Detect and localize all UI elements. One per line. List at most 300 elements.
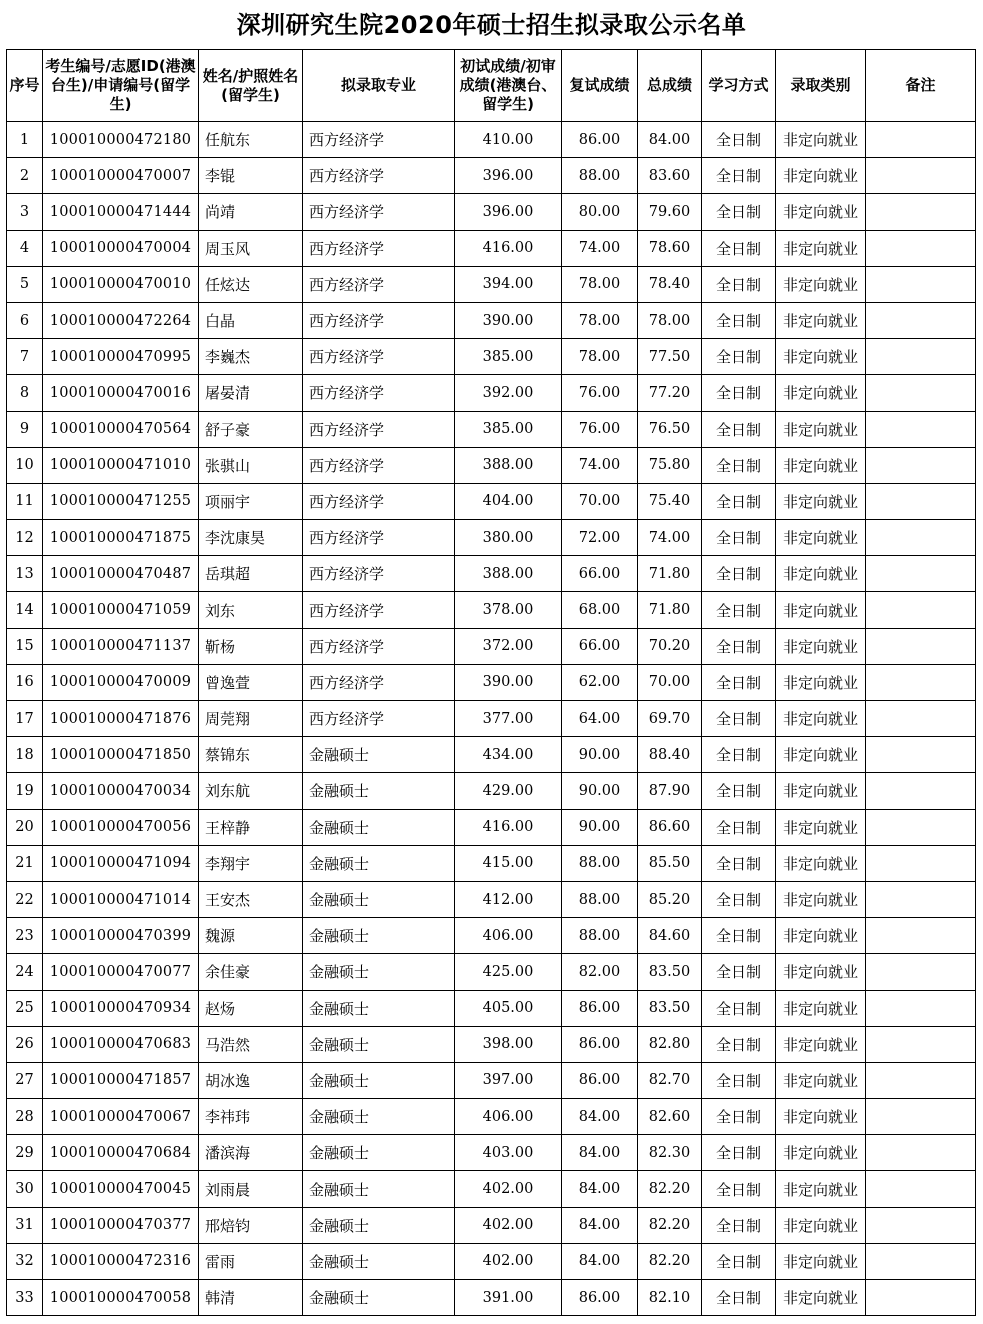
cell-note xyxy=(866,447,976,483)
cell-major: 西方经济学 xyxy=(303,664,455,700)
cell-first-score: 404.00 xyxy=(455,483,562,519)
cell-first-score: 377.00 xyxy=(455,701,562,737)
cell-major: 金融硕士 xyxy=(303,845,455,881)
cell-study-mode: 全日制 xyxy=(702,1099,776,1135)
cell-major: 西方经济学 xyxy=(303,339,455,375)
cell-candidate-id: 100010000470010 xyxy=(43,266,199,302)
cell-retest-score: 88.00 xyxy=(562,881,638,917)
cell-candidate-id: 100010000471059 xyxy=(43,592,199,628)
cell-note xyxy=(866,1207,976,1243)
cell-seq: 24 xyxy=(7,954,43,990)
cell-candidate-id: 100010000470045 xyxy=(43,1171,199,1207)
cell-seq: 12 xyxy=(7,520,43,556)
cell-candidate-id: 100010000471850 xyxy=(43,737,199,773)
cell-major: 西方经济学 xyxy=(303,302,455,338)
cell-candidate-id: 100010000470564 xyxy=(43,411,199,447)
cell-admission-type: 非定向就业 xyxy=(776,339,866,375)
cell-candidate-id: 100010000470683 xyxy=(43,1026,199,1062)
page-title: 深圳研究生院2020年硕士招生拟录取公示名单 xyxy=(236,11,747,39)
cell-name: 李祎玮 xyxy=(199,1099,303,1135)
cell-retest-score: 88.00 xyxy=(562,845,638,881)
cell-first-score: 380.00 xyxy=(455,520,562,556)
cell-retest-score: 86.00 xyxy=(562,1026,638,1062)
cell-admission-type: 非定向就业 xyxy=(776,1171,866,1207)
cell-first-score: 402.00 xyxy=(455,1243,562,1279)
cell-seq: 25 xyxy=(7,990,43,1026)
cell-admission-type: 非定向就业 xyxy=(776,447,866,483)
cell-major: 金融硕士 xyxy=(303,737,455,773)
cell-total-score: 75.80 xyxy=(638,447,702,483)
cell-name: 蔡锦东 xyxy=(199,737,303,773)
cell-admission-type: 非定向就业 xyxy=(776,737,866,773)
table-body xyxy=(7,122,976,1316)
cell-study-mode: 全日制 xyxy=(702,230,776,266)
cell-study-mode: 全日制 xyxy=(702,1062,776,1098)
cell-total-score: 85.20 xyxy=(638,881,702,917)
cell-first-score: 416.00 xyxy=(455,230,562,266)
cell-candidate-id: 100010000471444 xyxy=(43,194,199,230)
cell-seq: 29 xyxy=(7,1135,43,1171)
cell-study-mode: 全日制 xyxy=(702,1135,776,1171)
cell-note xyxy=(866,809,976,845)
cell-seq: 31 xyxy=(7,1207,43,1243)
cell-admission-type: 非定向就业 xyxy=(776,122,866,158)
cell-total-score: 78.60 xyxy=(638,230,702,266)
cell-major: 金融硕士 xyxy=(303,1171,455,1207)
cell-study-mode: 全日制 xyxy=(702,1171,776,1207)
cell-retest-score: 70.00 xyxy=(562,483,638,519)
cell-first-score: 396.00 xyxy=(455,194,562,230)
cell-major: 金融硕士 xyxy=(303,1207,455,1243)
cell-seq: 33 xyxy=(7,1280,43,1316)
cell-first-score: 388.00 xyxy=(455,556,562,592)
cell-candidate-id: 100010000470067 xyxy=(43,1099,199,1135)
cell-candidate-id: 100010000471857 xyxy=(43,1062,199,1098)
cell-admission-type: 非定向就业 xyxy=(776,1026,866,1062)
cell-seq: 17 xyxy=(7,701,43,737)
cell-note xyxy=(866,556,976,592)
cell-seq: 16 xyxy=(7,664,43,700)
cell-first-score: 378.00 xyxy=(455,592,562,628)
cell-first-score: 412.00 xyxy=(455,881,562,917)
cell-first-score: 429.00 xyxy=(455,773,562,809)
cell-candidate-id: 100010000471094 xyxy=(43,845,199,881)
cell-note xyxy=(866,737,976,773)
cell-major: 金融硕士 xyxy=(303,1280,455,1316)
cell-study-mode: 全日制 xyxy=(702,1280,776,1316)
cell-note xyxy=(866,339,976,375)
cell-candidate-id: 100010000470007 xyxy=(43,158,199,194)
cell-study-mode: 全日制 xyxy=(702,556,776,592)
cell-study-mode: 全日制 xyxy=(702,520,776,556)
cell-study-mode: 全日制 xyxy=(702,1026,776,1062)
cell-first-score: 392.00 xyxy=(455,375,562,411)
header-seq: 序号 xyxy=(7,50,43,122)
cell-name: 余佳豪 xyxy=(199,954,303,990)
cell-retest-score: 90.00 xyxy=(562,809,638,845)
table-row xyxy=(7,339,976,375)
cell-note xyxy=(866,266,976,302)
cell-admission-type: 非定向就业 xyxy=(776,773,866,809)
cell-seq: 21 xyxy=(7,845,43,881)
table-row xyxy=(7,1099,976,1135)
cell-note xyxy=(866,1099,976,1135)
cell-seq: 5 xyxy=(7,266,43,302)
cell-seq: 30 xyxy=(7,1171,43,1207)
cell-total-score: 83.50 xyxy=(638,990,702,1026)
cell-major: 西方经济学 xyxy=(303,194,455,230)
cell-study-mode: 全日制 xyxy=(702,158,776,194)
cell-retest-score: 82.00 xyxy=(562,954,638,990)
cell-admission-type: 非定向就业 xyxy=(776,881,866,917)
cell-study-mode: 全日制 xyxy=(702,773,776,809)
cell-name: 王安杰 xyxy=(199,881,303,917)
cell-seq: 9 xyxy=(7,411,43,447)
cell-study-mode: 全日制 xyxy=(702,918,776,954)
cell-first-score: 406.00 xyxy=(455,1099,562,1135)
cell-candidate-id: 100010000471875 xyxy=(43,520,199,556)
cell-admission-type: 非定向就业 xyxy=(776,520,866,556)
table-row xyxy=(7,447,976,483)
table-row xyxy=(7,302,976,338)
cell-first-score: 390.00 xyxy=(455,664,562,700)
cell-name: 曾逸萱 xyxy=(199,664,303,700)
cell-retest-score: 62.00 xyxy=(562,664,638,700)
cell-total-score: 84.00 xyxy=(638,122,702,158)
cell-candidate-id: 100010000470056 xyxy=(43,809,199,845)
cell-total-score: 75.40 xyxy=(638,483,702,519)
cell-note xyxy=(866,845,976,881)
table-row xyxy=(7,375,976,411)
cell-study-mode: 全日制 xyxy=(702,881,776,917)
cell-candidate-id: 100010000470009 xyxy=(43,664,199,700)
cell-first-score: 372.00 xyxy=(455,628,562,664)
table-row xyxy=(7,664,976,700)
table-row xyxy=(7,411,976,447)
cell-major: 金融硕士 xyxy=(303,1062,455,1098)
cell-candidate-id: 100010000471255 xyxy=(43,483,199,519)
cell-major: 西方经济学 xyxy=(303,592,455,628)
cell-study-mode: 全日制 xyxy=(702,375,776,411)
cell-first-score: 405.00 xyxy=(455,990,562,1026)
cell-total-score: 84.60 xyxy=(638,918,702,954)
cell-retest-score: 66.00 xyxy=(562,628,638,664)
cell-study-mode: 全日制 xyxy=(702,701,776,737)
table-row xyxy=(7,701,976,737)
cell-name: 李巍杰 xyxy=(199,339,303,375)
cell-retest-score: 78.00 xyxy=(562,339,638,375)
cell-retest-score: 84.00 xyxy=(562,1099,638,1135)
cell-seq: 22 xyxy=(7,881,43,917)
cell-retest-score: 84.00 xyxy=(562,1243,638,1279)
header-total-score: 总成绩 xyxy=(638,50,702,122)
cell-name: 韩清 xyxy=(199,1280,303,1316)
cell-name: 王梓静 xyxy=(199,809,303,845)
cell-admission-type: 非定向就业 xyxy=(776,1243,866,1279)
cell-first-score: 394.00 xyxy=(455,266,562,302)
table-row xyxy=(7,1026,976,1062)
cell-total-score: 71.80 xyxy=(638,592,702,628)
cell-retest-score: 88.00 xyxy=(562,158,638,194)
table-row xyxy=(7,592,976,628)
cell-first-score: 425.00 xyxy=(455,954,562,990)
table-row xyxy=(7,628,976,664)
table-row xyxy=(7,954,976,990)
cell-first-score: 391.00 xyxy=(455,1280,562,1316)
cell-name: 项丽宇 xyxy=(199,483,303,519)
cell-note xyxy=(866,194,976,230)
cell-first-score: 396.00 xyxy=(455,158,562,194)
cell-retest-score: 80.00 xyxy=(562,194,638,230)
cell-major: 西方经济学 xyxy=(303,628,455,664)
cell-candidate-id: 100010000470016 xyxy=(43,375,199,411)
cell-note xyxy=(866,1171,976,1207)
cell-major: 西方经济学 xyxy=(303,230,455,266)
cell-first-score: 406.00 xyxy=(455,918,562,954)
cell-total-score: 88.40 xyxy=(638,737,702,773)
cell-admission-type: 非定向就业 xyxy=(776,375,866,411)
cell-candidate-id: 100010000470399 xyxy=(43,918,199,954)
cell-study-mode: 全日制 xyxy=(702,266,776,302)
cell-total-score: 85.50 xyxy=(638,845,702,881)
cell-retest-score: 76.00 xyxy=(562,375,638,411)
table-row xyxy=(7,158,976,194)
cell-study-mode: 全日制 xyxy=(702,1243,776,1279)
cell-note xyxy=(866,628,976,664)
table-row xyxy=(7,1135,976,1171)
cell-candidate-id: 100010000470934 xyxy=(43,990,199,1026)
cell-candidate-id: 100010000471014 xyxy=(43,881,199,917)
cell-admission-type: 非定向就业 xyxy=(776,1135,866,1171)
header-major: 拟录取专业 xyxy=(303,50,455,122)
header-candidate-id: 考生编号/志愿ID(港澳台生)/申请编号(留学生) xyxy=(43,50,199,122)
cell-note xyxy=(866,158,976,194)
cell-first-score: 402.00 xyxy=(455,1207,562,1243)
cell-seq: 19 xyxy=(7,773,43,809)
table-row xyxy=(7,556,976,592)
cell-note xyxy=(866,918,976,954)
cell-major: 西方经济学 xyxy=(303,411,455,447)
cell-seq: 4 xyxy=(7,230,43,266)
cell-retest-score: 74.00 xyxy=(562,230,638,266)
cell-note xyxy=(866,122,976,158)
cell-note xyxy=(866,990,976,1026)
cell-retest-score: 72.00 xyxy=(562,520,638,556)
cell-seq: 6 xyxy=(7,302,43,338)
cell-total-score: 86.60 xyxy=(638,809,702,845)
cell-candidate-id: 100010000470995 xyxy=(43,339,199,375)
table-row xyxy=(7,809,976,845)
cell-note xyxy=(866,483,976,519)
header-row xyxy=(7,50,976,122)
cell-total-score: 70.20 xyxy=(638,628,702,664)
cell-admission-type: 非定向就业 xyxy=(776,809,866,845)
table-row xyxy=(7,1207,976,1243)
cell-seq: 15 xyxy=(7,628,43,664)
cell-name: 潘滨海 xyxy=(199,1135,303,1171)
table-row xyxy=(7,122,976,158)
cell-retest-score: 78.00 xyxy=(562,266,638,302)
cell-candidate-id: 100010000471876 xyxy=(43,701,199,737)
cell-admission-type: 非定向就业 xyxy=(776,411,866,447)
cell-candidate-id: 100010000472180 xyxy=(43,122,199,158)
cell-retest-score: 64.00 xyxy=(562,701,638,737)
cell-total-score: 82.20 xyxy=(638,1207,702,1243)
cell-name: 舒子豪 xyxy=(199,411,303,447)
cell-first-score: 385.00 xyxy=(455,339,562,375)
cell-major: 西方经济学 xyxy=(303,122,455,158)
cell-study-mode: 全日制 xyxy=(702,628,776,664)
cell-seq: 7 xyxy=(7,339,43,375)
cell-note xyxy=(866,1243,976,1279)
cell-name: 刘东航 xyxy=(199,773,303,809)
table-row xyxy=(7,1171,976,1207)
cell-major: 西方经济学 xyxy=(303,556,455,592)
cell-major: 金融硕士 xyxy=(303,809,455,845)
cell-major: 西方经济学 xyxy=(303,483,455,519)
cell-seq: 23 xyxy=(7,918,43,954)
header-retest-score: 复试成绩 xyxy=(562,50,638,122)
cell-total-score: 69.70 xyxy=(638,701,702,737)
cell-seq: 28 xyxy=(7,1099,43,1135)
cell-admission-type: 非定向就业 xyxy=(776,158,866,194)
cell-major: 西方经济学 xyxy=(303,701,455,737)
cell-seq: 11 xyxy=(7,483,43,519)
cell-total-score: 82.20 xyxy=(638,1243,702,1279)
cell-note xyxy=(866,664,976,700)
cell-study-mode: 全日制 xyxy=(702,737,776,773)
cell-study-mode: 全日制 xyxy=(702,483,776,519)
table-row xyxy=(7,1062,976,1098)
table-row xyxy=(7,845,976,881)
cell-name: 屠晏清 xyxy=(199,375,303,411)
cell-first-score: 415.00 xyxy=(455,845,562,881)
cell-admission-type: 非定向就业 xyxy=(776,664,866,700)
cell-total-score: 82.70 xyxy=(638,1062,702,1098)
cell-note xyxy=(866,701,976,737)
cell-candidate-id: 100010000471010 xyxy=(43,447,199,483)
cell-admission-type: 非定向就业 xyxy=(776,954,866,990)
cell-total-score: 77.20 xyxy=(638,375,702,411)
cell-note xyxy=(866,230,976,266)
cell-name: 刘东 xyxy=(199,592,303,628)
cell-study-mode: 全日制 xyxy=(702,845,776,881)
cell-total-score: 83.60 xyxy=(638,158,702,194)
cell-seq: 8 xyxy=(7,375,43,411)
cell-retest-score: 76.00 xyxy=(562,411,638,447)
cell-note xyxy=(866,773,976,809)
cell-note xyxy=(866,1026,976,1062)
cell-admission-type: 非定向就业 xyxy=(776,628,866,664)
cell-note xyxy=(866,881,976,917)
cell-candidate-id: 100010000470684 xyxy=(43,1135,199,1171)
cell-admission-type: 非定向就业 xyxy=(776,701,866,737)
cell-name: 岳琪超 xyxy=(199,556,303,592)
cell-name: 邢焙钧 xyxy=(199,1207,303,1243)
cell-candidate-id: 100010000470377 xyxy=(43,1207,199,1243)
cell-first-score: 390.00 xyxy=(455,302,562,338)
cell-retest-score: 78.00 xyxy=(562,302,638,338)
cell-retest-score: 90.00 xyxy=(562,737,638,773)
cell-candidate-id: 100010000470004 xyxy=(43,230,199,266)
cell-retest-score: 68.00 xyxy=(562,592,638,628)
cell-total-score: 87.90 xyxy=(638,773,702,809)
table-row xyxy=(7,194,976,230)
table-row xyxy=(7,990,976,1026)
cell-candidate-id: 100010000470058 xyxy=(43,1280,199,1316)
cell-admission-type: 非定向就业 xyxy=(776,592,866,628)
cell-study-mode: 全日制 xyxy=(702,664,776,700)
cell-note xyxy=(866,302,976,338)
cell-name: 周莞翔 xyxy=(199,701,303,737)
cell-major: 金融硕士 xyxy=(303,1135,455,1171)
cell-name: 马浩然 xyxy=(199,1026,303,1062)
cell-total-score: 74.00 xyxy=(638,520,702,556)
cell-major: 金融硕士 xyxy=(303,1099,455,1135)
cell-major: 金融硕士 xyxy=(303,990,455,1026)
cell-note xyxy=(866,1135,976,1171)
cell-seq: 14 xyxy=(7,592,43,628)
cell-seq: 27 xyxy=(7,1062,43,1098)
cell-study-mode: 全日制 xyxy=(702,1207,776,1243)
cell-study-mode: 全日制 xyxy=(702,592,776,628)
cell-major: 西方经济学 xyxy=(303,447,455,483)
cell-admission-type: 非定向就业 xyxy=(776,918,866,954)
header-name: 姓名/护照姓名(留学生) xyxy=(199,50,303,122)
cell-admission-type: 非定向就业 xyxy=(776,1280,866,1316)
cell-retest-score: 86.00 xyxy=(562,1280,638,1316)
cell-candidate-id: 100010000472264 xyxy=(43,302,199,338)
cell-major: 金融硕士 xyxy=(303,1026,455,1062)
header-note: 备注 xyxy=(866,50,976,122)
cell-admission-type: 非定向就业 xyxy=(776,990,866,1026)
cell-first-score: 410.00 xyxy=(455,122,562,158)
cell-major: 西方经济学 xyxy=(303,520,455,556)
cell-note xyxy=(866,1062,976,1098)
cell-name: 任航东 xyxy=(199,122,303,158)
cell-retest-score: 66.00 xyxy=(562,556,638,592)
cell-total-score: 82.30 xyxy=(638,1135,702,1171)
cell-first-score: 403.00 xyxy=(455,1135,562,1171)
cell-admission-type: 非定向就业 xyxy=(776,483,866,519)
table-row xyxy=(7,1243,976,1279)
cell-name: 雷雨 xyxy=(199,1243,303,1279)
cell-total-score: 70.00 xyxy=(638,664,702,700)
cell-seq: 1 xyxy=(7,122,43,158)
cell-first-score: 385.00 xyxy=(455,411,562,447)
table-row xyxy=(7,1280,976,1316)
cell-admission-type: 非定向就业 xyxy=(776,845,866,881)
cell-seq: 3 xyxy=(7,194,43,230)
cell-note xyxy=(866,411,976,447)
cell-total-score: 82.10 xyxy=(638,1280,702,1316)
cell-total-score: 71.80 xyxy=(638,556,702,592)
cell-retest-score: 84.00 xyxy=(562,1135,638,1171)
table-row xyxy=(7,230,976,266)
cell-major: 金融硕士 xyxy=(303,954,455,990)
cell-total-score: 78.00 xyxy=(638,302,702,338)
cell-study-mode: 全日制 xyxy=(702,194,776,230)
cell-name: 胡冰逸 xyxy=(199,1062,303,1098)
cell-name: 白晶 xyxy=(199,302,303,338)
cell-total-score: 76.50 xyxy=(638,411,702,447)
cell-admission-type: 非定向就业 xyxy=(776,1062,866,1098)
cell-seq: 13 xyxy=(7,556,43,592)
cell-admission-type: 非定向就业 xyxy=(776,194,866,230)
cell-major: 金融硕士 xyxy=(303,1243,455,1279)
cell-name: 周玉风 xyxy=(199,230,303,266)
cell-note xyxy=(866,592,976,628)
